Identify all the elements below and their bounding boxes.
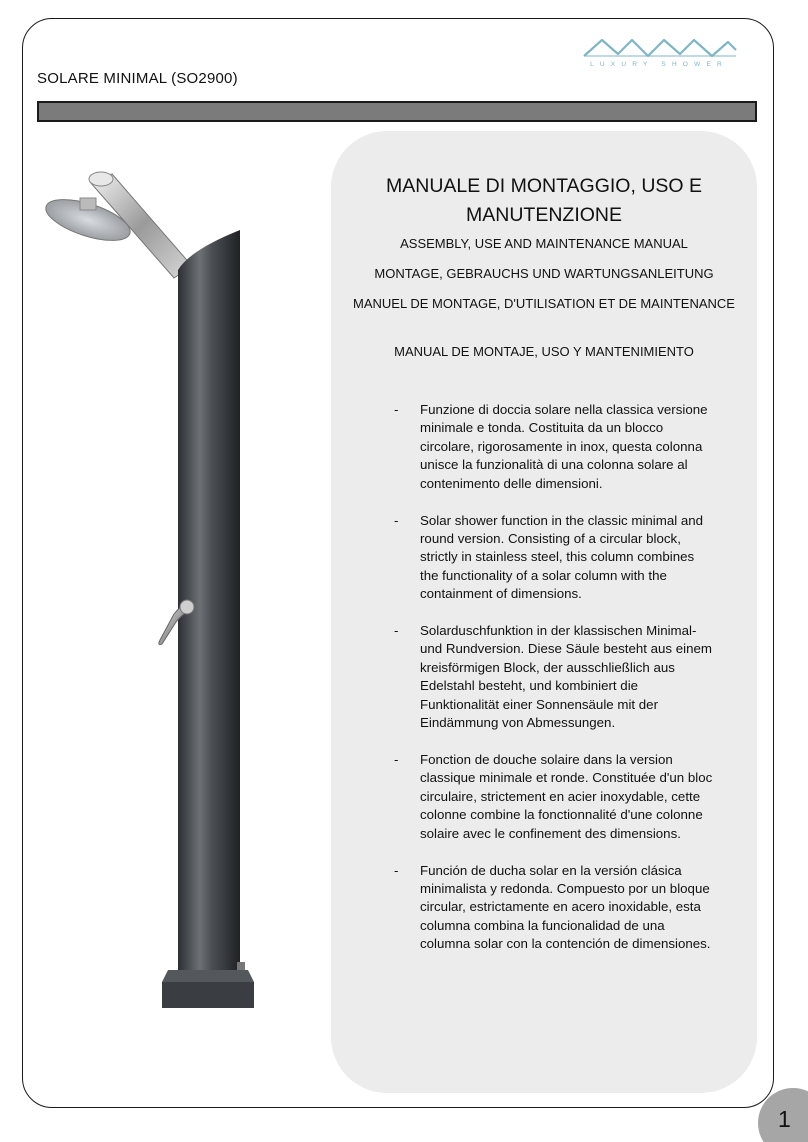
list-item <box>394 862 714 954</box>
list-dash: - <box>394 862 399 878</box>
list-item <box>394 751 714 843</box>
list-dash: - <box>394 512 399 528</box>
list-dash: - <box>394 402 399 417</box>
product-title: SOLARE MINIMAL (SO2900) <box>37 70 238 87</box>
description-french: Fonction de douche solaire dans la version classique minimale et ronde. Constituée d'un bloc circulaire, strictement en acier inoxydable, cette colonne combine la fonctionnalité d'une colonne solaire avec le confinement des dimensions. <box>420 752 713 841</box>
list-item <box>394 622 714 732</box>
list-item <box>394 401 714 493</box>
description-italian: Funzione di doccia solare nella classica versione minimale e tonda. Costituita da un blocco circolare, rigorosamente in inox, questa colonna unisce la funzionalità di una colonna solare al contenimento delle dimensioni. <box>420 402 708 491</box>
description-english: Solar shower function in the classic minimal and round version. Consisting of a circular block, strictly in stainless steel, this column combines the functionality of a solar column with the containment of dimensions. <box>420 512 704 602</box>
subtitle-spanish: MANUAL DE MONTAJE, USO Y MANTENIMIENTO <box>394 344 694 359</box>
subtitle-french: MANUEL DE MONTAGE, D'UTILISATION ET DE MAINTENANCE <box>353 296 735 311</box>
page-number: 1 <box>778 1106 791 1132</box>
list-dash: - <box>394 752 399 767</box>
list-item <box>394 512 714 604</box>
solar-shower-column-image <box>40 170 290 1020</box>
description-list <box>394 401 714 972</box>
subtitle-german: MONTAGE, GEBRAUCHS UND WARTUNGSANLEITUNG <box>374 266 714 281</box>
subtitle-english: ASSEMBLY, USE AND MAINTENANCE MANUAL <box>400 236 688 251</box>
description-german: Solarduschfunktion in der klassischen Minimal- und Rundversion. Diese Säule besteht aus einem kreisförmigen Block, der ausschließlich aus Edelstahl besteht, und kombiniert die Funktionalität einer Sonnensäule mit der Eindämmung von Abmessungen. <box>420 623 712 731</box>
manual-title: MANUALE DI MONTAGGIO, USO E MANUTENZIONE <box>385 175 702 226</box>
description-spanish: Función de ducha solar en la versión clásica minimalista y redonda. Compuesto por un bloque circular, estrictamente en acero inoxidable, esta columna combina la funcionalidad de una columna solar con la contención de dimensiones. <box>420 862 711 952</box>
header-bar <box>37 101 757 122</box>
logo-tagline: LUXURY SHOWER <box>590 61 728 68</box>
list-dash: - <box>394 623 399 639</box>
